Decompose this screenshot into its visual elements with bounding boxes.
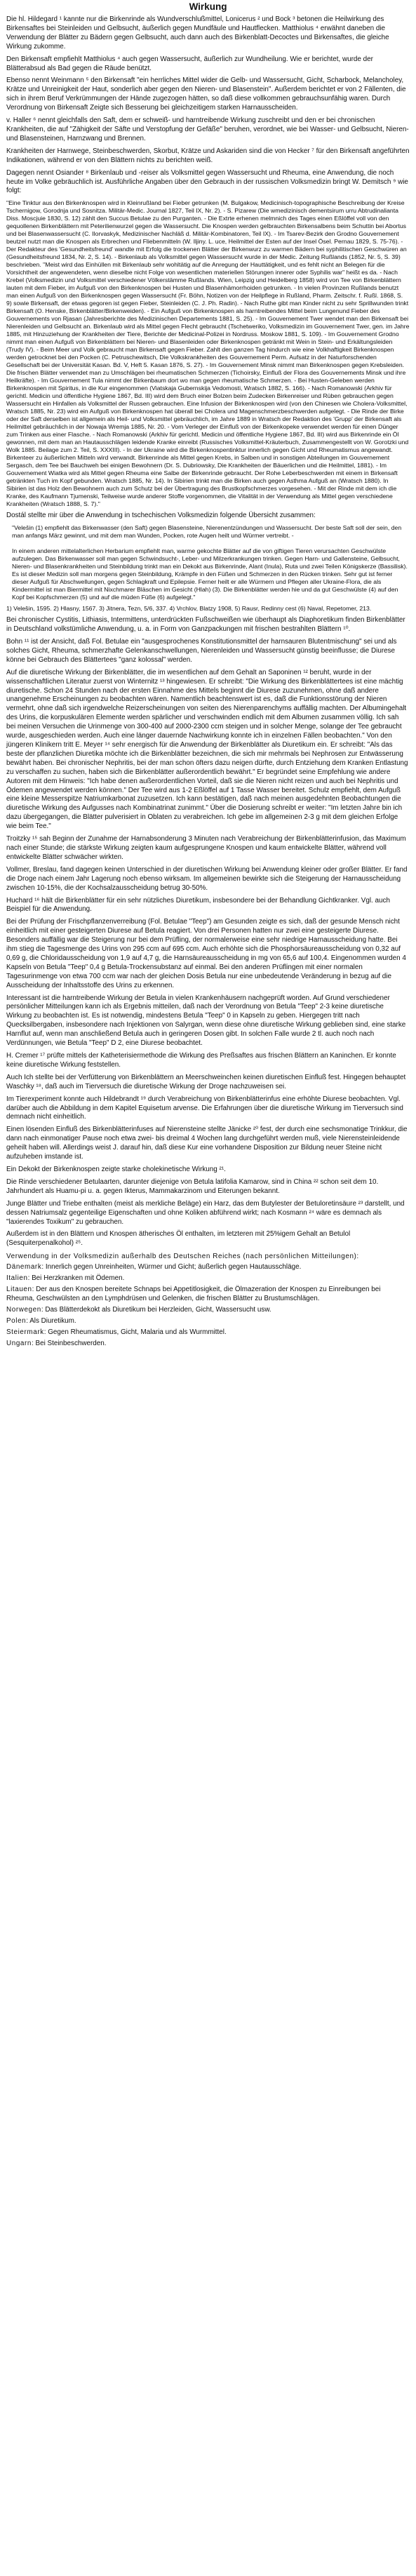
country-entry: Litauen: Der aus den Knospen bereitete Schnaps bei Appetitlosigkeit, die Ölmazeration der Knospen zu Einreibungen bei Rheuma, Geschwülsten an den Lymphdrüsen und Gelenken, die frischen Blätter zu Brustumschlägen.	[6, 1286, 381, 1302]
country-name: Ungarn	[6, 1339, 32, 1347]
page-title: Wirkung	[189, 1, 227, 12]
czech-folk-medicine-quote: "Velešin (1) empfiehlt das Birkenwasser (den Saft) gegen Blasensteine, Nierenentzündungen und Wassersucht. Der beste Saft soll der sein, den man anfangs März gewinnt, und mit dem man Wunden, Pocken, rote Augen heilt und Würmer vertreibt. - In einem anderen mittelalterlichen Herbarium empfiehlt man, warme gekochte Blätter auf die von giftigen Tieren verursachten Geschwülste aufzulegen. Das Birkenwasser soll man gegen Schwindsucht-, Leber- und Milzerkrankungen trinken. Gegen Harn- und Gallensteine, Gelbsucht, Nieren- und Blasenkrankheiten und Steinbildung trinkt man ein Dekokt aus Birkenrinde, Alant (Inula), Ruta und zwei Teilen Königskerze (Bassilisk). Es ist dieser Medizin soll man morgens gegen Steinbildung, Krämpfe in den Füßen und Schmerzen in den Rücken trinken. Sehr gut ist ferner dieser Aufguß für Abschwellungen, gegen Schlagkraft und Epilepsie. Ferner heilt er alle Würmern und Pflegen aller Ukraine-Flora, die als Kindermittel ist man Biermittel mit Nixchmarer Bläschen im Gesicht (Hlah) (3). Die Birkenblätter werden hie und da gut Geschwülste (4) auf den Kopf bei Kopfschmerzen (5) und auf die müden Füße (6) aufgelegt."	[12, 524, 408, 601]
country-entry: Italien: Bei Herzkranken mit Ödemen.	[6, 1274, 125, 1283]
paragraph: Troitzky ¹⁵ sah Beginn der Zunahme der Harnabsonderung 3 Minuten nach Verabreichung der Birkenblätterinfusion, das Maximum nach einer Stunde; die stärkste Wirkung zeigten kaum aufgesprungene Knospen und kaum entwickelte Blätter, während voll entwickelte Blätter schwächer wirkten.	[6, 835, 406, 861]
paragraph: Außerdem ist in den Blättern und Knospen ätherisches Öl enthalten, im letzteren mit 25%igem Gehalt an Betulol (Sesquiterpenalkohol) ²⁵.	[6, 1230, 351, 1248]
paragraph: Dagegen nennt Osiander ⁸ Birkenlaub und -reiser als Volksmittel gegen Wassersucht und Rheuma, eine Anwendung, die noch heute im Volke gebräuchlich ist. Ausführliche Angaben über den Gebrauch in der russischen Volksmedizin bringt W. Demitsch ⁹ wie folgt:	[6, 168, 408, 195]
country-name: Norwegen	[6, 1305, 41, 1314]
country-list	[6, 1263, 410, 1348]
paragraph: Den Birkensaft empfiehlt Matthiolus ⁴ auch gegen Wassersucht, äußerlich zur Wundheilung. Wie er berichtet, wurde der Blätterabsud als Bad gegen die Räude benützt.	[6, 55, 373, 72]
country-entry: Polen: Als Diuretikum.	[6, 1316, 76, 1325]
country-name: Italien	[6, 1274, 28, 1283]
paragraph: Krankheiten der Harnwege, Steinbeschwerden, Skorbut, Krätze und Askariden sind die von Hecker ⁷ für den Birkensaft angeführten Indikationen, während er von den Blättern nichts zu berichten weiß.	[6, 147, 410, 164]
paragraph: Bei chronischer Cystitis, Lithiasis, Intermittens, unterdrückten Fußschweißen wie überhaupt als Diaphoretikum finden Birkenblätter in Deutschland volkstümliche Anwendung, u. a. in Form von Ganzpackungen mit frischen bestrahlten Blättern ¹⁰.	[6, 616, 405, 634]
dostal-intro: Dostál stellte mir über die Anwendung in tschechischen Volksmedizin folgende Übersicht zusammen:	[6, 512, 316, 520]
paragraph: Interessant ist die harntreibende Wirkung der Betula in vielen Krankenhäusern nachgeprüft worden. Auf Grund verschiedener persönlicher Mitteilungen kann ich als Ergebnis mitteilen, daß nach der Verordnung von Betula "Teep" 2-3 keine diuretische Wirkung zu beobachten ist. Es ist notwendig, mindestens Betula "Teep" 0 in Kapseln zu geben. Hiergegen tritt nach Quecksilbergaben, insbesondere nach Injektionen von Salyrgan, wenn diese ohne diuretische Wirkung geblieben sind, eine starke Harnflut auf, wenn man anschließend Betula auch in geringeren Dosen gibt. In solchen Falle wurde 2 tl. auch noch nach Verdünnungen, wie Betula "Teep" D 2, eine Diurese beobachtet.	[6, 994, 406, 1048]
paragraph: Im Tierexperiment konnte auch Hildebrandt ¹⁹ durch Verabreichung von Birkenblätterinfus eine erhöhte Diurese beobachten. Vgl. darüber auch die Abbildung in dem Kapitel Equisetum arvense. Die Erfahrungen über die diuretische Wirkung im Tierversuch sind demnach nicht einheitlich.	[6, 1095, 403, 1121]
paragraph: Bei der Prüfung der Frischpflanzenverreibung (Fol. Betulae "Teep") am Gesunden zeigte es sich, daß der gesunde Mensch nicht einheitlich mit einer gesteigerten Diurese auf Betula reagiert. Von drei Personen hatten nur zwei eine gesteigerte Diurese. Besonders auffällig war die Steigerung nur bei dem Prüfling, der normalerweise eine sehr niedrige Harnausscheidung hatte. Bei ihm stieg die Tagesmenge des Urins von 295 ccm auf 695 ccm. Auch erhöhte sich die Phosphorsäureausscheidung von 0,32 auf 0,69 g, die Chloridausscheidung von 1,9 auf 4,7 g, die Harnsäureausscheidung in mg von 65,6 auf 100,4. Eingenommen wurden 4 Kapseln von Betula "Teep" 0,4 g Betula-Trockensubstanz auf einmal. Bei den anderen Prüflingen mit einer normalen Tagesurinmenge von etwa 700 ccm war nach der gleichen Dosis Betula nur eine unbedeutende Veränderung in bezug auf die Ausscheidung der Inhaltsstoffe des Urins zu erkennen.	[6, 918, 406, 989]
paragraph: H. Cremer ¹⁷ prüfte mittels der Katheterisiermethode die Wirkung des Preßsaftes aus frischen Blättern an Kaninchen. Er konnte keine diuretische Wirkung feststellen.	[6, 1052, 396, 1069]
country-text: Das Blätterdekokt als Diuretikum bei Herzleiden, Gicht, Wassersucht usw.	[45, 1305, 271, 1314]
country-name: Polen	[6, 1316, 27, 1325]
country-entry: Dänemark: Innerlich gegen Unreinheiten, Würmer und Gicht; äußerlich gegen Hautausschläge.	[6, 1263, 302, 1272]
folk-medicine-section-title: Verwendung in der Volksmedizin außerhalb des Deutschen Reiches (nach persönlichen Mitteilungen):	[6, 1253, 359, 1261]
paragraph: Huchard ¹⁶ hält die Birkenblätter für ein sehr nützliches Diuretikum, insbesondere bei der Behandlung Gichtkranker. Vgl. auch Beispiel für die Anwendung.	[6, 896, 390, 914]
country-entry: Steiermark: Gegen Rheumatismus, Gicht, Malaria und als Wurmmittel.	[6, 1328, 227, 1336]
quote-references: 1) Velešin, 1595. 2) Hlasny, 1567. 3) Jitnera, Tezn, 5/6, 337. 4) Vrchlov, Blatzy 1908, 5) Rausr, Redinny cest (6) Naval, Repetomer, 213.	[6, 605, 372, 613]
country-entry: Norwegen: Das Blätterdekokt als Diuretikum bei Herzleiden, Gicht, Wassersucht usw.	[6, 1305, 271, 1314]
paragraph: Ein Dekokt der Birkenknospen zeigte starke cholekinetische Wirkung ²¹.	[6, 1165, 226, 1173]
paragraph: Einen lösenden Einfluß des Birkenblätterinfuses auf Nierensteine stellte Jänicke ²⁰ fest, der durch eine sechsmonatige Trinkkur, die dann nach einmonatiger Pause noch etwa zwei- bis dreimal 4 Wochen lang durchgeführt werden muß, viele Nierensteinleidende geheilt haben will. Allerdings weist J. darauf hin, daß diese Kur eine vorhandene Disposition zur Bildung neuer Steine nicht aufzuheben imstande ist.	[6, 1126, 408, 1161]
paragraph: Auf die diuretische Wirkung der Birkenblätter, die im wesentlichen auf dem Gehalt an Saponinen ¹² beruht, wurde in der wissenschaftlichen Literatur zuerst von Winternitz ¹³ hingewiesen. Er schreibt: "Die Wirkung des Birkenblättertees ist eine mächtig diuretische. Schon 24 Stunden nach der ersten Einnahme des Mittels beginnt die Diurese zuzunehmen, ohne daß andere unangenehme Erscheinungen zu beobachten wären. Namentlich beachtenswert ist es, daß die Funktionsstörung der Nieren vermehrt, ohne daß sich irgendwelche Reizerscheinungen von seiten des Nierenparenchyms auffällig machten. Der Albumingehalt des Urins, die korpuskulären Elemente werden spärlicher und verschwinden endlich mit dem Albumen zusammen völlig. Ich sah bei meinen Versuchen die Urinmenge von 300-400 auf 2000-2300 ccm steigen und in solcher Menge, solange der Tee gebraucht wurde, ausgeschieden werden. Auch eine länger dauernde Nachwirkung konnte ich in einzelnen Fällen beobachten." Von den jüngeren Klinikern tritt E. Meyer ¹⁴ sehr energisch für die Anwendung der Birkenblätter als Diuretikum ein. Er schreibt: "Als das beste der pflanzlichen Diuretika möchte ich die Birkenblätter bezeichnen, die sich mir mehrmals bei Nephrosen zur Entwässerung bewährt haben. Bei chronischer Nephritis, bei der man schon öfters dazu neigen dürfte, durch Entziehung dem Kranken Entlastung zu verschaffen zu suchen, haben sich die Birkenblätter außerordentlich bewährt." Er begründet seine Empfehlung wie andere Autoren mit dem Hinweis: "Ich habe denen außerordentlichen Vorteil, daß sie die Nieren nicht reizen und auch bei Nephritis und Ödemen angewendet werden können." Der Tee wird aus 1-2 Eßlöffel auf 1 Tasse Wasser bereitet. Schulz empfiehlt, dem Aufguß eine kleine Messerspitze Natriumkarbonat zuzusetzen. Ich kann bestätigen, daß nach meinen ausgedehnten Beobachtungen die diuretische Wirkung des Aufgusses nach Kombinatrinat zunimmt." Über die Dosierung schreibt er weiter: "Im letzten Jahre bin ich dazu übergegangen, die Blätter pulverisiert in Oblaten zu verabreichen. Ich gebe im allgemeinen 2-3 g mit dem gleichen Erfolge wie beim Tee."	[6, 668, 408, 831]
paragraph: Die hl. Hildegard ¹ kannte nur die Birkenrinde als Wundverschlußmittel, Lonicerus ² und Bock ³ betonen die Heilwirkung des Birkensaftes bei Steinleiden und Gelbsucht, äußerlich gegen Mundfäule und Hautflecken. Matthiolus ⁴ erwähnt daneben die Verwendung der Blätter zu Bädern gegen Gelbsucht, auch dann auch des Birkenblatt-Decoctes und Birkensaftes, die gleiche Wirkung zukomme.	[6, 15, 389, 51]
country-name: Steiermark	[6, 1328, 44, 1336]
country-text: Bei Herzkranken mit Ödemen.	[32, 1274, 125, 1283]
country-text: Der aus den Knospen bereitete Schnaps bei Appetitlosigkeit, die Ölmazeration der Knospen zu Einreibungen bei Rheuma, Geschwülsten an den Lymphdrüsen und Gelenken, die frischen Blätter zu Brustumschlägen.	[6, 1286, 381, 1302]
russian-folk-medicine-quote: "Eine Tinktur aus den Birkenknospen wird in Kleinrußland bei Fieber getrunken (M. Bulgakow, Medicinisch-topographische Beschreibung der Kreise Tschernigow, Gorodnja und Sosnitza. Militär-Medic. Journal 1827, Teil IX, Nr. 2). - S. Pizarew (Die wmedizinisch dementsirum urru Abtrudinalianta Diss. Moscjuie 1830, S. 12) zählt den Succus Betulae zu den Purganten. - Die Extrte erhenen melmnich des Tages einen Eßlöffel voll von den gequollenen Birkenblättern mit Peterilienwurzel gegen die Wassersucht. Die Knospen werden gelbrauchten Birkensalbens beim Schuttin bei Abortus und bei Blasenwassersucht (C. Ilorvaskyk, Medizinischer Nachläß d. Militär-Kombinatoren, Teil IX). - Im Tsarev-Bezirk den Grodno Gouvernement beutzel nutzt man die Knospen als Erbrechen und Fliebenmitteln (W. Iljiny. L. uce, Heilmittel der Esten auf der Insel Ösel. Pernau 1829, S. 75-76). - Der Redakteur des 'Gesundheitsfreund' wandte mit Erfolg die trockenen Blätter der Birkenwurz zu warmen Bädern bei syphilitischen Geschwüren an (Gesundheitsfreund 1834, Nr. 2, S. 14). - Birkenlaub als Volksmittel gegen Wassersucht wurde in der Medic. Zeitung Rußlands (1852, Nr. 5, S. 39) beschrieben. "Meist wird das Einhüllen mit Birkenlaub sehr wohltätig auf die Anregung der Hauttätigkeit, und es fehlt nicht an Belegen für die Vorsichtheit der angewendeten, wenn dieselbe nicht Folge von wesentlichen materiellen Störungen innerer oder Syphilis war" heißt es da. - Nach Krebel (Volksmedizin und Volksmittel verschiedener Völkerstämme Rußlands. Wien, Leipzig und Heidelberg 1858) wird von Tee von Birkenblättern lauten mit dem Fieber, im Aufguß von den Birkenknospen bei Husten und Blasenhämorrhoiden getrunken. - In vielen Provinzen Rußlands benutzt man einen Aufguß von den Birkenknospen gegen Wassersucht (Fr. Böhn, Notizen von der Heilpflege in Rußland, Pharm. Zeitschr. f. Rußl. 1868, S. 9) sowie Birkensaft, der etwas gegoren ist gegen Fieber, Steinleiden (C. J. Ph. Radin). - Nach Ruthe gibt man Kinder nicht zu sehr Sprillwunden trinkt Birkensaft (O. Henske, Birkenblätter/Birkenweiden). - Ein Aufguß von Birkenknospen als harntreibendes Mittel beim Lungenund Fieber des Gouvernements von Rjasan (Jahresberichte des Medizinischen Departements 1881, S. 25). - Im Gouvernement Twer wendet man den Birkensaft bei Nierenleiden und Gelbsucht an. Birkenlaub wird als Mittel gegen Flecht gebraucht (Tschetweriko, Volksmedizin im Gouvernement Twer, gen. im Jahre 1885, mit Hinzuziehung der Krankheiten der Tiere, Berichte der Medicinal-Polizei in Nordruss. Moskow 1881, S. 109). - Im Gouvernement Grodno nimmt man einen Aufguß von Birkenblättern bei Nieren- und Blasenleiden oder Birkenknospen getränkt mit Wein in Stein- und Erkältungsleiden (Trudy IV). - Beim Meer und Volk gebraucht man Birkensaft gegen Fieber. Zahlt den ganzen Tag hindurch wie eine Volkhaftigkeit Birkenknospen werden getrocknet bei den Pocken (C. Petruschewitsch, Die Volkskrankheiten des Gouvernement Perm. Aufsatz in der Naturforschenden Gesellschaft bei der Universität Kasan. Bd. V, Heft 5. Kasan 1876, S. 27). - Im Gouvernement Minsk nimmt man Birkenknospen gegen Krebsleiden. Die frischen Blätter verwendet man zu Umschlägen bei rheumatischen Schmerzen (Tichoirsky, Einfluß der Flora des Gouvernements Minsk und ihre Heilkräfte). - Im Gouvernement Tula nimmt der Birkenbaum dort wo man gegen rheumatische Schmerzen. - Bei Husten-Geleben werden Birkenknospen mit Spiritus, in die Kur eingenommen (Viatskaja Gubernskija Vedomosti, Wratsch 1882, S. 166). - Nach Romanowski (Arkhiv für gerichtl. Medicin und öffentliche Hygiene 1867, Bd. III) wird dem Bruch einer Bolzen beim Zudecken Birkenreiser und Rüben gebrauchen gegen Wassersucht ein Hinfallen als Volksmittel der Russen gebrauchen. Eine Infusion der Birkenknospen wird (von den Chinesen wie Cholera-Volksmittel, Wratsch 1885, Nr. 23) wird ein Aufguß von Birkenknospen hat überall bei Cholera und Magenschmerzbeschwerden aufgelegt. - Die Rinde der Birke oder der Saft derselben ist allgemein als Heil- und Volksmittel gebräuchlich, im Jahre 1889 in Wratsch der Redaktion des 'Grupp' der Birkensaft als Heilmittel gebräuchlich in der Nowaja Wremja 1885, Nr. 20. - Vom Verleger der Einfluß von der Birkenkopeke verwendet werden für einen Dünger zum Trinken aus einer Flasche. - Nach Romanowski (Arkhiv für gerichtl. Medicin und öffentliche Hygiene 1867, Bd. III) wird aus Birkenrinde ein Öl gewonnen, mit dem man an Hautausschlägen leidende Kranke einreibt (Russisches Volksmittel-Kräuterbuch, Zusammengestellt von W. Gorotzki und Wolk 1885. Beilage zum 2. Teil, S. XXXIII). - In der Ukraine wird die Birkenknospentinktur innerlich gegen Gicht und Rheumatismus angewandt. Birkenteer zu äußerlichen Mitteln wird verwandt. Birkenrinde als Mittel gegen Krebs, in Salben und in sonstigen Abteilungen im Gouvernement Sergasch, dem Tee bei Bauchweh bei einigen Bewohnern (Dr. S. Dubriowsky, Die Krankheiten der Bäuerlichen und die Heilmittel, 1881). - Im Gouvernement Wiatka wird als Mittel gegen Rheuma eine Salbe der Birkenrinde gebraucht. Der Rohe Leberbeschwerden mit einem in Birkensaft getränkten Tuch im Kopf gebunden. Wratsch 1885, Nr. 14). In Sibirien trinkt man die Birken auch gegen Asthma Aufguß an (Wratsch 1880). In Sibirien ist das Holz den Bewohnern auch zum Schutz bei der Übertragung des Brustkopfschmerzes vorgesehen. - Mit der Rinde mit dem ich die Kranke, des Kaufmann Tjumenski, Teilweise wurde anderer Stoffe vorgenommen, die Vitalität in der Verwendung als Mittel gegen verschiedene Krankheiten (Wratsch 1888, S. 7)."	[6, 199, 410, 508]
paragraph: Bohn ¹¹ ist der Ansicht, daß Fol. Betulae ein "ausgesprochenes Konstitutionsmittel der harnsauren Blutentmischung" sei und als solches Gicht, Rheuma, schmerzhafte Gelenkanschwellungen, Nierenleiden und Wassersucht günstig beeinflusse; die Diurese könne bei Gebrauch des Blättertees "ganz kolossal" werden.	[6, 638, 397, 664]
main-paragraphs	[6, 616, 410, 1248]
paragraph: Vollmer, Breslau, fand dagegen keinen Unterschied in der diuretischen Wirkung bei Anwendung kleiner oder großer Blätter. Er fand die Droge nach einem Jahr Lagerung noch ebenso wirksam. Im allgemeinen bewirkte sich die Steigerung der Harnausscheidung zwischen 10-15%, die der Kochsalzausscheidung betrug 30-50%.	[6, 865, 408, 892]
paragraph: Junge Blätter und Triebe enthalten (meist als merkliche Beläge) ein Harz, das dem Butylester der Betuloretinsäure ²³ darstellt, und dessen Natriumsalz gegenteilige Eigenschaften und ohne Koliken abführend wirkt; nach Kosmann ²⁴ wäre es demnach als "laxierendes Toxikum" zu gebrauchen.	[6, 1199, 405, 1226]
paragraph: v. Haller ⁶ nennt gleichfalls den Saft, dem er schweiß- und harntreibende Wirkung zuschreibt und den er bei chronischen Krankheiten, die auf "Zähigkeit der Säfte und Verstopfung der Gefäße" beruhen, verordnet, wie bei Wasser- und Gelbsucht, Nieren- und Blasensteinen, Harnzwang und Brennen.	[6, 116, 409, 142]
country-text: Bei Steinbeschwerden.	[35, 1339, 107, 1347]
paragraph: Die Rinde verschiedener Betulaarten, darunter diejenige von Betula latifolia Kamarow, sind in China ²² schon seit dem 10. Jahrhundert als Huamu-pi u. a. gegen Ikterus, Mammakarzinom und Eiterungen bekannt.	[6, 1177, 379, 1195]
country-text: Als Diuretikum.	[29, 1316, 76, 1325]
paragraph: Ebenso nennt Weinmann ⁵ den Birkensaft "ein herrliches Mittel wider die Gelb- und Wassersucht, Gicht, Scharbock, Melancholey, Krätze und Unreinigkeit der Haut, sonderlich aber gegen den Nieren- und Blasenstein". Außerdem berichtet er von 2 Fällenten, die sich in ihrem Beruf Verkrümmungen der Hände zugezogen hätten, so daß diese vollkommen gebrauchsunfähig waren. Durch Verordnung von Birkensaft Zeigte sich Besserung bei gleichzeitigem starken Harnausscheiden.	[6, 76, 406, 112]
country-text: Innerlich gegen Unreinheiten, Würmer und Gicht; äußerlich gegen Hautausschläge.	[45, 1263, 302, 1272]
country-name: Dänemark	[6, 1263, 42, 1272]
country-text: Gegen Rheumatismus, Gicht, Malaria und als Wurmmittel.	[48, 1328, 227, 1336]
country-name: Litauen	[6, 1286, 32, 1294]
paragraph: Auch Ich stellte bei der Verfütterung von Birkenblättern an Meerschweinchen keinen diuretischen Einfluß fest. Hingegen behauptet Waschky ¹⁸, daß auch im Tierversuch die diuretische Wirkung der Droge nachzuweisen sei.	[6, 1073, 406, 1090]
intro-paragraphs	[6, 15, 410, 196]
country-entry: Ungarn: Bei Steinbeschwerden.	[6, 1339, 107, 1347]
